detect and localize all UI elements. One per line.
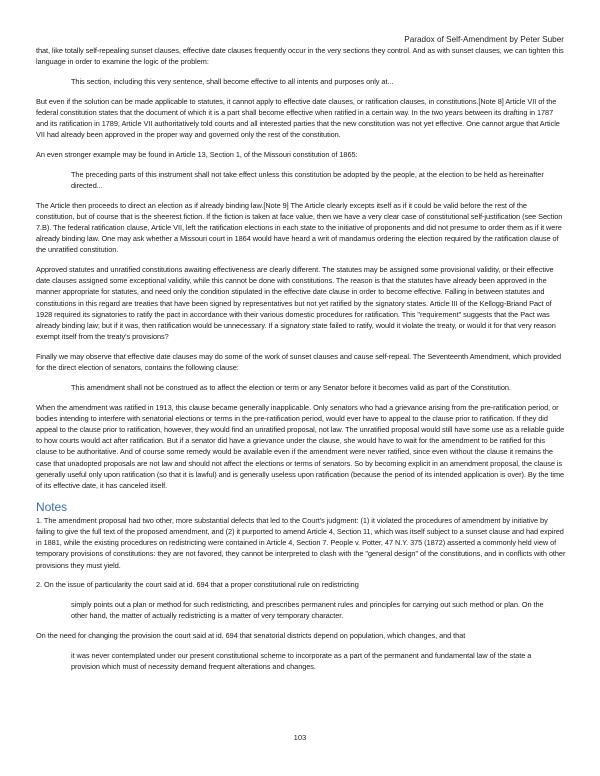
block-quote: it was never contemplated under our present constitutional scheme to incorporate as a part of the permanent and fundamental law of the state a provision which must of necessity demand frequent alterations and changes. xyxy=(71,650,532,671)
paragraph: Finally we may observe that effective date clauses may do some of the work of sunset clauses and cause self-repeal. The Seventeenth Amendment, which provided for the direct election of senators, contains the following clause: xyxy=(36,351,561,373)
paragraph: Approved statutes and unratified constitutions awaiting effectiveness are clearly different. The statutes may be assigned some provisional validity, or their effective date clauses assigned some exceptional validity, while this cannot be done with constitutions. The reason is that the statutes have already been approved in the manner appropriate for statutes, and need only the condition stipulated in the effective date clause in order to become effective. Falling in between statutes and constitutions in this regard are treaties that have been signed by representatives but not yet ratified by the signatory states. Article III of the Kellogg-Briand Pact of 1928 required its signatories to ratify the pact in accordance with their various domestic procedures for ratification. This "requirement" suggests that the Pact was already binding law; but if it was, then ratification would be unnecessary. If a signatory state failed to ratify, would it violate the treaty, or would it for that very reason exempt itself from the treaty's provisions? xyxy=(36,265,556,342)
block-quote: This amendment shall not be construed as to affect the election or term or any Senator before it becomes valid as part of the Constitution. xyxy=(71,382,511,392)
paragraph: that, like totally self-repealing sunset clauses, effective date clauses frequently occur in the very sections they control. And as with sunset clauses, we can tighten this language in order to examine the logic of the problem: xyxy=(36,46,564,67)
note-1: 1. The amendment proposal had two other, more substantial defects that led to the Court's judgment: (1) it violated the procedures of amendment by initiative by failing to give the full text of the proposed amendment, and (2) it purported to amend Article 4, Section 11, which was itself subject to a sunset clause and had expired in 1881, while the existing procedures on redistricting were contained in Article 4, Section 7. People v. Potter, 47 N.Y. 375 (1872) asserted a commonly held view of temporary provisions of constitutions: they are not favored, they cannot be interpreted to clash with the "general design" of the constitutions, and in conflicts with other provisions they must yield. xyxy=(36,515,566,570)
paragraph: When the amendment was ratified in 1913, this clause became generally inapplicable. Only senators who had a grievance arising from the pre-ratification period, or bodies intending to interfere with senatorial elections or terms in the pre-ratification period, would ever have to appeal to the clause prior to ratification. If they did appeal to the clause prior to ratification, however, they would find an unratified proposal, not law. The unratified proposal would still have some use as a reliable guide to how courts would act after ratification. But if a senator did have a grievance under the clause, she would have to wait for the amendment to be ratified for this clause to be authoritative. And of course some remedy would be available even if the amendment were never ratified, since even without the clause it remains the case that unadopted proposals are not law and should not affect the elections or terms of senators. So by becoming explicit in an amendment proposal, the clause is generally useful only upon ratification (so that it is lawful) and is generally useless upon ratification (because the period of its intended application is over). By the time of its effective date, it has canceled itself. xyxy=(36,402,565,490)
page-content xyxy=(36,45,566,672)
block-quote: simply points out a plan or method for such redistricting, and prescribes permanent rules and principles for carrying out such method or plan. On the other hand, the matter of actually redistricting is a matter of very temporary character. xyxy=(71,599,544,621)
note-2: 2. On the issue of particularity the court said at id. 694 that a proper constitutional rule on redistricting xyxy=(36,580,359,590)
running-header: Paradox of Self-Amendment by Peter Suber xyxy=(404,35,564,44)
block-quote: The preceding parts of this instrument shall not take effect unless this constitution be adopted by the people, at the election to be held as hereinafter directed... xyxy=(71,169,544,190)
notes-heading: Notes xyxy=(36,499,68,514)
paragraph: The Article then proceeds to direct an election as if already binding law.[Note 9] The Article clearly excepts itself as if it could be valid before the rest of the constitution, but of course that is the sheerest fiction. If the fiction is taken at face value, then we have a very clear case of constitutional self-justification (see Section 7.B). The federal ratification clause, Article VII, left the ratification elections in each state to the initiative of proponents and did not presume to order them as if it were already binding law. One may ask whether a Missouri court in 1864 would have heard a writ of mandamus ordering the election required by the ratification clause of the unratified constitution. xyxy=(36,200,563,255)
paragraph: On the need for changing the provision the court said at id. 694 that senatorial districts depend on population, which changes, and that xyxy=(36,630,466,640)
page-number: 103 xyxy=(293,733,307,742)
block-quote: This section, including this very sentence, shall become effective to all intents and purposes only at... xyxy=(71,76,394,86)
paragraph: An even stronger example may be found in Article 13, Section 1, of the Missouri constitution of 1865: xyxy=(36,149,358,159)
paragraph: But even if the solution can be made applicable to statutes, it cannot apply to effective date clauses, or ratification clauses, in constitutions.[Note 8] Article VII of the federal constitution states that the document of which it is a part shall become effective when ratified in a certain way. In the two years between its drafting in 1787 and its ratification in 1789, Article VII authoritatively told courts and all interested parties that the new constitution was not yet effective. One cannot argue that Article VII had already been approved in the proper way and governed only the rest of the constitution. xyxy=(36,96,560,140)
